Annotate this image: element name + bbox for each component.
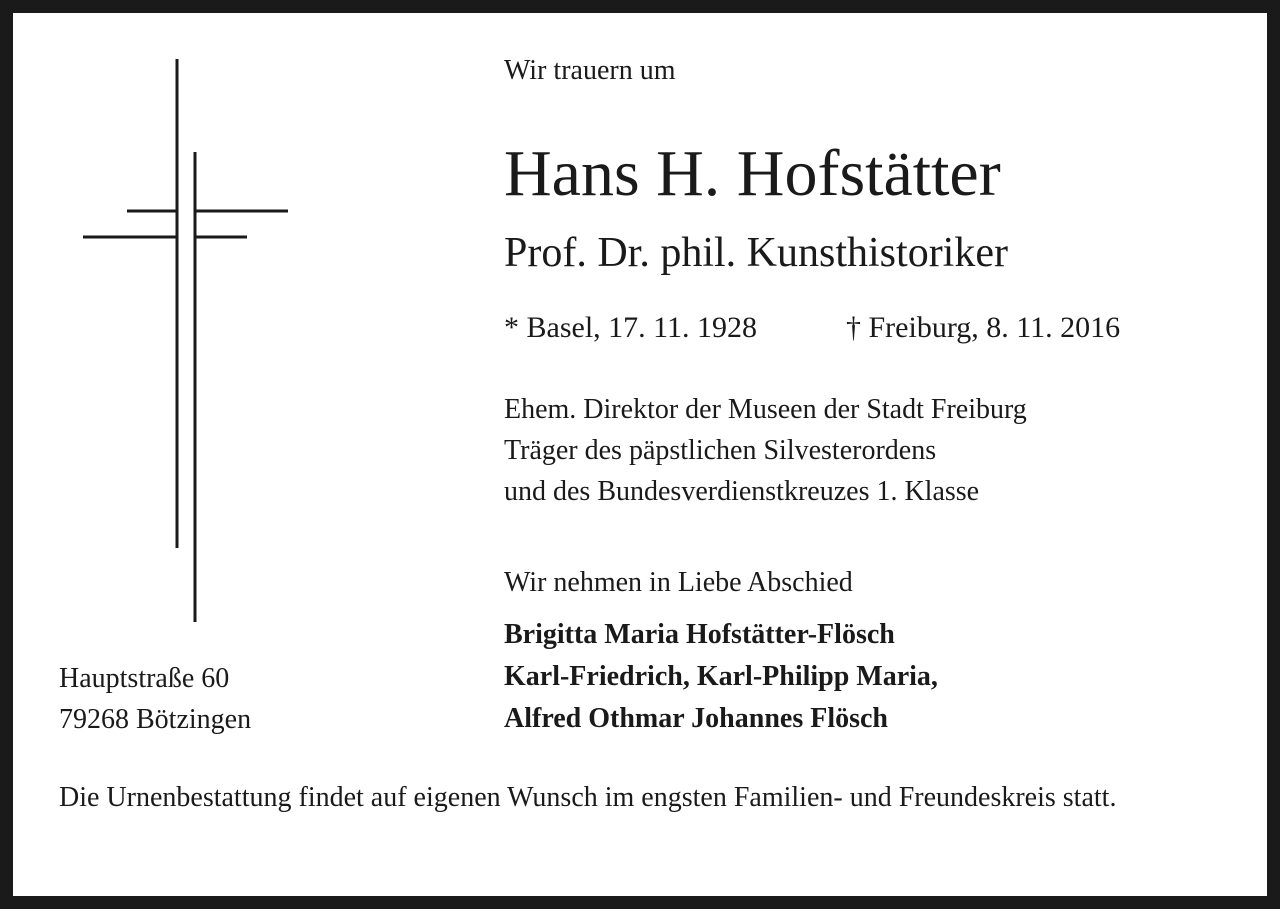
burial-note: Die Urnenbestattung findet auf eigenen Wunsch im engsten Familien- und Freundeskreis statt.	[59, 782, 1117, 813]
academic-title: Prof. Dr. phil. Kunsthistoriker	[504, 230, 1008, 276]
mourner-line: Brigitta Maria Hofstätter-Flösch	[504, 619, 895, 650]
honour-line: Ehem. Direktor der Museen der Stadt Freiburg	[504, 394, 1027, 425]
mourner-line: Alfred Othmar Johannes Flösch	[504, 703, 888, 734]
intro-text: Wir trauern um	[504, 55, 676, 86]
honours-list	[504, 389, 1027, 512]
honour-line: und des Bundesverdienstkreuzes 1. Klasse	[504, 476, 980, 507]
deceased-name: Hans H. Hofstätter	[504, 137, 1001, 210]
birth-info: * Basel, 17. 11. 1928	[504, 311, 758, 344]
family-address	[59, 658, 251, 740]
death-info: † Freiburg, 8. 11. 2016	[846, 311, 1121, 344]
address-city: 79268 Bötzingen	[59, 704, 252, 735]
farewell-text: Wir nehmen in Liebe Abschied	[504, 567, 853, 598]
double-cross-icon	[0, 0, 320, 640]
mourner-line: Karl-Friedrich, Karl-Philipp Maria,	[504, 661, 938, 692]
address-street: Hauptstraße 60	[59, 663, 230, 694]
honour-line: Träger des päpstlichen Silvesterordens	[504, 435, 937, 466]
mourners-list	[504, 614, 938, 740]
